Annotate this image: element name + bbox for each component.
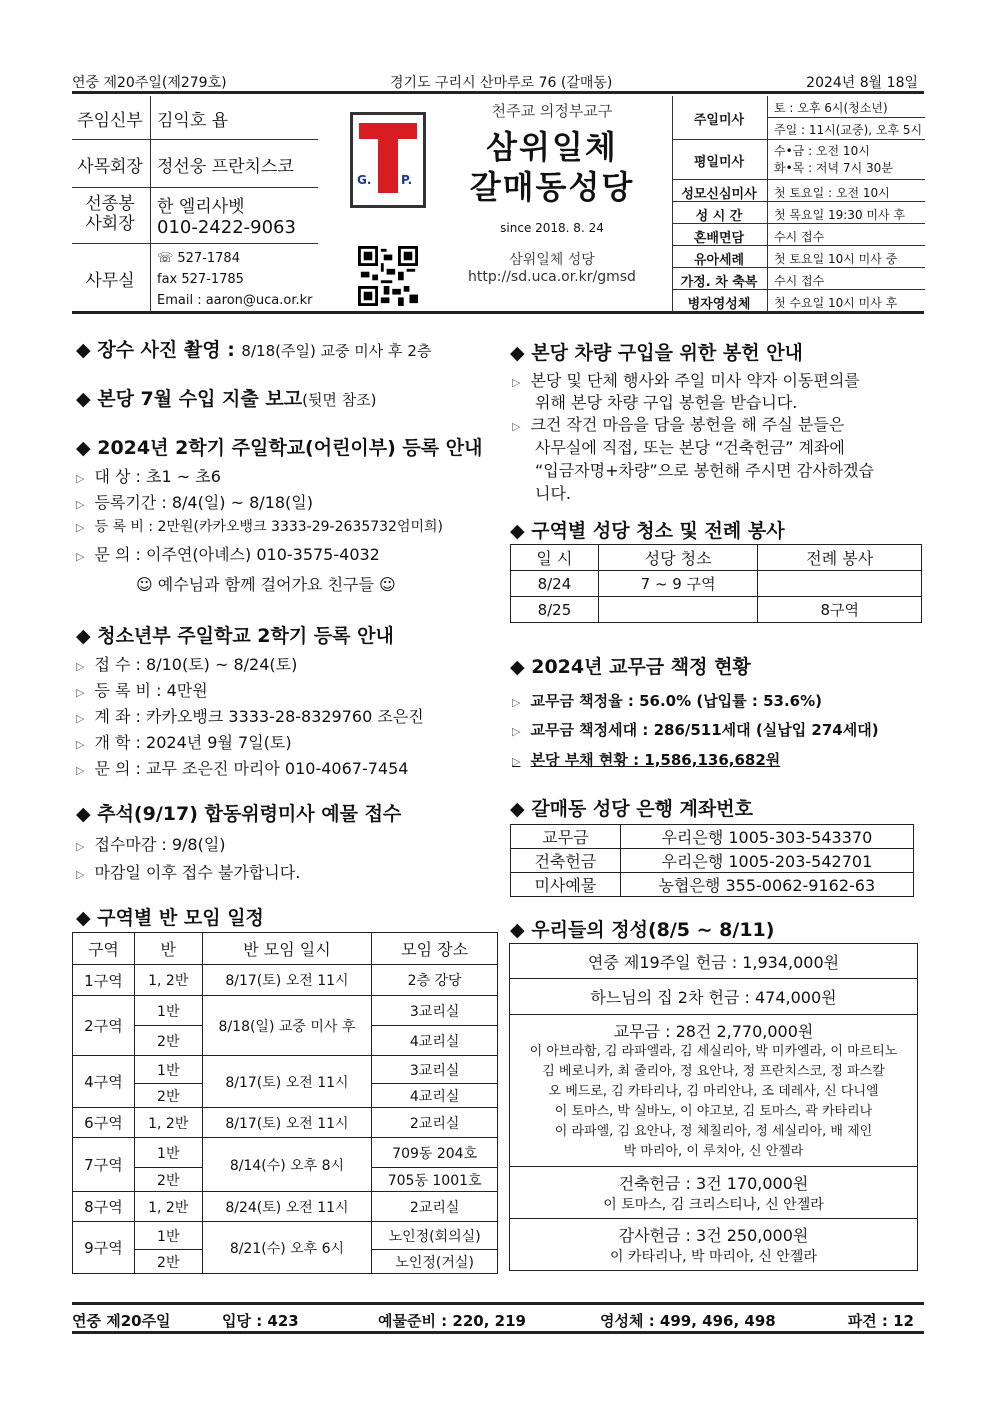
funeral-label: 선종봉사회장 bbox=[85, 194, 135, 234]
table-row: 9구역 1반 8/21(수) 오후 6시 노인정(회의실) bbox=[73, 1222, 498, 1250]
office-email: Email : aaron@uca.or.kr bbox=[157, 293, 313, 308]
list-item: ▷ 마감일 이후 접수 불가합니다. bbox=[76, 863, 301, 882]
bullet-icon: ▷ bbox=[76, 712, 85, 725]
schedule-key: 성 시 간 bbox=[695, 209, 743, 224]
parish-logo bbox=[350, 112, 426, 208]
bottom-dispatch: 파견 : 12 bbox=[847, 1312, 914, 1330]
gyomu-names: 이 아브라함, 김 라파엘라, 김 세실리아, 박 미카엘라, 이 마르티노 김 베로니카, 최 줄리아, 정 요안나, 정 프란치스코, 정 파스칼 오 베드로, 김 카타리나, 김 마리안나, 조 데레사, 신 다니엘 이 토마스, 박 실바노, 이 야고보, 김 토마스, 곽 카타리나 이 라파엘, 김 요안나, 정 체칠리아, 정 세실리아, 배 제인 박 마리아, 이 루치아, 신 안젤라 bbox=[529, 1044, 898, 1159]
section-finance-detail: (뒷면 참조) bbox=[302, 391, 377, 409]
table-row: 8/25 8구역 bbox=[511, 597, 922, 623]
sunday-mass-label: 주일미사 bbox=[693, 113, 745, 128]
list-item: ▷ 교무금 책정율 : 56.0% (납입률 : 53.6%) bbox=[512, 692, 822, 710]
council-value: 정선웅 프란치스코 bbox=[150, 140, 318, 187]
bullet-icon: ▷ bbox=[512, 725, 521, 738]
section-portrait-detail: 8/18(주일) 교중 미사 후 2층 bbox=[241, 342, 432, 360]
table-row: 2반 4교리실 bbox=[73, 1084, 498, 1108]
sunday-mass-value bbox=[767, 96, 925, 139]
table-row: 1구역 1, 2반 8/17(토) 오전 11시 2층 강당 bbox=[73, 965, 498, 996]
council-label: 사목회장 bbox=[77, 157, 143, 177]
bullet-icon: ▷ bbox=[76, 472, 85, 485]
info-row-council bbox=[72, 140, 318, 188]
schedule-key: 병자영성체 bbox=[687, 297, 751, 312]
schedule-value: 첫 토요일 10시 미사 중 bbox=[767, 246, 925, 267]
weekday-mass-value bbox=[767, 140, 925, 179]
list-item: ▷ 문 의 : 이주연(아녜스) 010-3575-4032 bbox=[76, 545, 380, 564]
logo-g: G. bbox=[357, 173, 372, 187]
section-bank: ◆ 갈매동 성당 은행 계좌번호 bbox=[510, 798, 753, 820]
sunday-sun: 주일 : 11시(교중), 오후 5시 bbox=[774, 123, 923, 137]
office-phone: ☏ 527-1784 bbox=[157, 251, 240, 266]
schedule-value: 첫 수요일 10시 미사 후 bbox=[767, 290, 925, 312]
bullet-icon: ▷ bbox=[76, 764, 85, 777]
list-item: ▷ 등록기간 : 8/4(일) ~ 8/18(일) bbox=[76, 493, 313, 512]
table-row: 8/24 7 ~ 9 구역 bbox=[511, 571, 922, 597]
parish-title-block bbox=[432, 96, 672, 285]
list-item: ▷ 접 수 : 8/10(토) ~ 8/24(토) bbox=[76, 655, 298, 674]
list-item: ▷ 등 록 비 : 4만원 bbox=[76, 681, 208, 700]
bottom-prep: 예물준비 : 220, 219 bbox=[378, 1312, 526, 1330]
funeral-phone: 010-2422-9063 bbox=[157, 217, 296, 238]
bullet-icon: ▷ bbox=[76, 660, 85, 673]
list-item: ▷ 계 좌 : 카카오뱅크 3333-28-8329760 조은진 bbox=[76, 707, 424, 726]
weekday-mass-label: 평일미사 bbox=[693, 155, 745, 170]
schedule-row bbox=[673, 202, 925, 224]
bottom-communion: 영성체 : 499, 496, 498 bbox=[600, 1312, 776, 1330]
bullet-icon: ▷ bbox=[76, 686, 85, 699]
schedule-key: 성모신심미사 bbox=[681, 187, 757, 202]
url-label: 삼위일체 성당 bbox=[509, 252, 595, 268]
qr-code-icon[interactable] bbox=[358, 246, 418, 306]
funeral-name: 한 엘리사벳 bbox=[157, 197, 245, 217]
section-portrait-title: ◆ 장수 사진 촬영 : bbox=[76, 339, 235, 361]
edition: 연중 제20주일(제279호) bbox=[72, 75, 227, 91]
bottom-attend: 입당 : 423 bbox=[222, 1312, 299, 1330]
list-item: ▷ 본당 부채 현황 : 1,586,136,682원 bbox=[512, 751, 781, 769]
table-row: 하느님의 집 2차 헌금 : 474,000원 bbox=[510, 979, 918, 1015]
table-row: 2구역 1반 8/18(일) 교중 미사 후 3교리실 bbox=[73, 996, 498, 1026]
schedule-value: 첫 목요일 19:30 미사 후 bbox=[767, 202, 925, 223]
schedule-key: 가정. 차 축복 bbox=[680, 275, 758, 290]
list-item: ▷ 문 의 : 교무 조은진 마리아 010-4067-7454 bbox=[76, 759, 409, 778]
table-row: 미사예물 농협은행 355-0062-9162-63 bbox=[511, 873, 914, 897]
bullet-icon: ▷ bbox=[76, 521, 85, 534]
logo-p: P. bbox=[401, 173, 413, 187]
section-cleaning: ◆ 구역별 성당 청소 및 전례 봉사 bbox=[510, 520, 785, 542]
schedule-value: 수시 접수 bbox=[767, 224, 925, 245]
section-gyomu: ◆ 2024년 교무금 책정 현황 bbox=[510, 656, 751, 678]
header bbox=[72, 96, 924, 314]
table-row: 연중 제19주일 헌금 : 1,934,000원 bbox=[510, 944, 918, 979]
section-offering: ◆ 우리들의 정성(8/5 ~ 8/11) bbox=[510, 919, 775, 941]
table-row: 2반 705동 1001호 bbox=[73, 1168, 498, 1192]
priest-label: 주임신부 bbox=[77, 111, 143, 131]
since: since 2018. 8. 24 bbox=[500, 221, 604, 235]
list-item: ▷ 접수마감 : 9/8(일) bbox=[76, 835, 226, 854]
table-row: 건축헌금 우리은행 1005-203-542701 bbox=[511, 849, 914, 873]
district-table bbox=[72, 932, 498, 1274]
section-district-meetings: ◆ 구역별 반 모임 일정 bbox=[76, 907, 264, 929]
table-row: 7구역 1반 8/14(수) 오후 8시 709동 204호 bbox=[73, 1138, 498, 1168]
schedule-value: 수시 접수 bbox=[767, 268, 925, 289]
table-row: 4구역 1반 8/17(토) 오전 11시 3교리실 bbox=[73, 1056, 498, 1084]
bullet-icon: ▷ bbox=[76, 840, 85, 853]
parish-title-1: 삼위일체 bbox=[486, 128, 618, 166]
info-row-funeral bbox=[72, 188, 318, 244]
list-item: ▷ 본당 및 단체 행사와 주일 미사 약자 이동편의를 bbox=[512, 371, 860, 390]
schedule-row bbox=[673, 290, 925, 312]
table-header-row: 구역 반 반 모임 일시 모임 장소 bbox=[73, 933, 498, 965]
schedule-row bbox=[673, 180, 925, 202]
schedule-row bbox=[673, 224, 925, 246]
list-item-cont: 사무실에 직접, 또는 본당 “건축헌금” 계좌에 bbox=[535, 438, 845, 457]
priest-value: 김익호 욥 bbox=[150, 96, 318, 139]
table-row: 2반 노인정(거실) bbox=[73, 1250, 498, 1274]
table-row: 감사헌금 : 3건 250,000원 이 카타리나, 박 마리아, 신 안젤라 bbox=[510, 1219, 918, 1271]
table-row: 8구역 1, 2반 8/24(토) 오전 11시 2교리실 bbox=[73, 1192, 498, 1222]
list-item-cont: 위해 본당 차량 구입 봉헌을 받습니다. bbox=[535, 393, 798, 412]
section-finance bbox=[76, 384, 377, 411]
section-children-school: ◆ 2024년 2학기 주일학교(어린이부) 등록 안내 bbox=[76, 437, 483, 459]
parish-title-2: 갈매동성당 bbox=[469, 168, 635, 206]
table-row: 교무금 우리은행 1005-303-543370 bbox=[511, 825, 914, 849]
bank-table bbox=[510, 824, 914, 897]
schedule-key: 유아세례 bbox=[693, 253, 745, 268]
cleaning-table bbox=[510, 544, 922, 623]
bullet-icon: ▷ bbox=[76, 738, 85, 751]
info-row-priest bbox=[72, 96, 318, 140]
info-row-office bbox=[72, 244, 318, 312]
section-finance-title: ◆ 본당 7월 수입 지출 보고 bbox=[76, 388, 303, 410]
bullet-icon: ▷ bbox=[76, 868, 85, 881]
list-item-cont: 니다. bbox=[535, 484, 571, 503]
schedule-key: 혼배면담 bbox=[693, 231, 745, 246]
bullet-icon: ▷ bbox=[512, 376, 521, 389]
list-item: ▷ 등 록 비 : 2만원(카카오뱅크 3333-29-2635732엄미희) bbox=[76, 519, 443, 535]
table-row: 2반 4교리실 bbox=[73, 1026, 498, 1056]
bottom-week: 연중 제20주일 bbox=[72, 1312, 171, 1330]
table-row bbox=[510, 1015, 918, 1167]
top-bar bbox=[72, 70, 924, 94]
office-fax: fax 527-1785 bbox=[157, 272, 244, 287]
weekday-mass-row bbox=[673, 140, 925, 180]
left-info bbox=[72, 96, 318, 312]
bullet-icon: ▷ bbox=[76, 498, 85, 511]
schedule-row bbox=[673, 268, 925, 290]
table-header-row: 일 시 성당 청소 전례 봉사 bbox=[511, 545, 922, 571]
schedule-value: 첫 토요일 : 오전 10시 bbox=[767, 180, 925, 201]
bullet-icon: ▷ bbox=[512, 420, 521, 433]
section-chuseok: ◆ 추석(9/17) 합동위령미사 예물 접수 bbox=[76, 803, 402, 825]
office-label: 사무실 bbox=[85, 271, 135, 291]
weekday-2: 화•목 : 저녁 7시 30분 bbox=[774, 161, 893, 175]
mass-schedule bbox=[672, 96, 924, 312]
gyomu-total: 교무금 : 28건 2,770,000원 bbox=[613, 1022, 814, 1041]
diocese: 천주교 의정부교구 bbox=[491, 102, 613, 120]
bullet-icon: ▷ bbox=[76, 550, 85, 563]
section-vehicle: ◆ 본당 차량 구입을 위한 봉헌 안내 bbox=[510, 342, 803, 364]
sunday-sat: 토 : 오후 6시(청소년) bbox=[768, 96, 925, 118]
funeral-value bbox=[150, 188, 318, 243]
offering-table bbox=[509, 943, 918, 1271]
bullet-icon: ▷ bbox=[512, 696, 521, 709]
parish-url[interactable]: http://sd.uca.or.kr/gmsd bbox=[468, 269, 636, 285]
list-item: ▷ 개 학 : 2024년 9월 7일(토) bbox=[76, 733, 292, 752]
smile-line: ☺ 예수님과 함께 걸어가요 친구들 ☺ bbox=[136, 575, 396, 594]
address: 경기도 구리시 산마루로 76 (갈매동) bbox=[390, 75, 613, 91]
bottom-bar bbox=[72, 1302, 924, 1334]
list-item: ▷ 교무금 책정세대 : 286/511세대 (실납입 274세대) bbox=[512, 721, 879, 739]
office-value bbox=[150, 244, 318, 312]
date: 2024년 8월 18일 bbox=[806, 75, 918, 91]
list-item: ▷ 대 상 : 초1 ~ 초6 bbox=[76, 467, 221, 486]
bullet-icon: ▷ bbox=[512, 755, 521, 768]
weekday-1: 수•금 : 오전 10시 bbox=[774, 144, 870, 158]
sunday-mass-row bbox=[673, 96, 925, 140]
section-youth-school: ◆ 청소년부 주일학교 2학기 등록 안내 bbox=[76, 625, 394, 647]
list-item: ▷ 크건 작건 마음을 담을 봉헌을 해 주실 분들은 bbox=[512, 415, 845, 434]
table-row: 건축헌금 : 3건 170,000원 이 토마스, 김 크리스티나, 신 안젤라 bbox=[510, 1167, 918, 1219]
list-item-cont: “입금자명+차량”으로 봉헌해 주시면 감사하겠습 bbox=[535, 461, 874, 480]
schedule-row bbox=[673, 246, 925, 268]
table-row: 6구역 1, 2반 8/17(토) 오전 11시 2교리실 bbox=[73, 1108, 498, 1138]
section-portrait bbox=[76, 335, 431, 362]
logo-stem bbox=[378, 137, 398, 193]
